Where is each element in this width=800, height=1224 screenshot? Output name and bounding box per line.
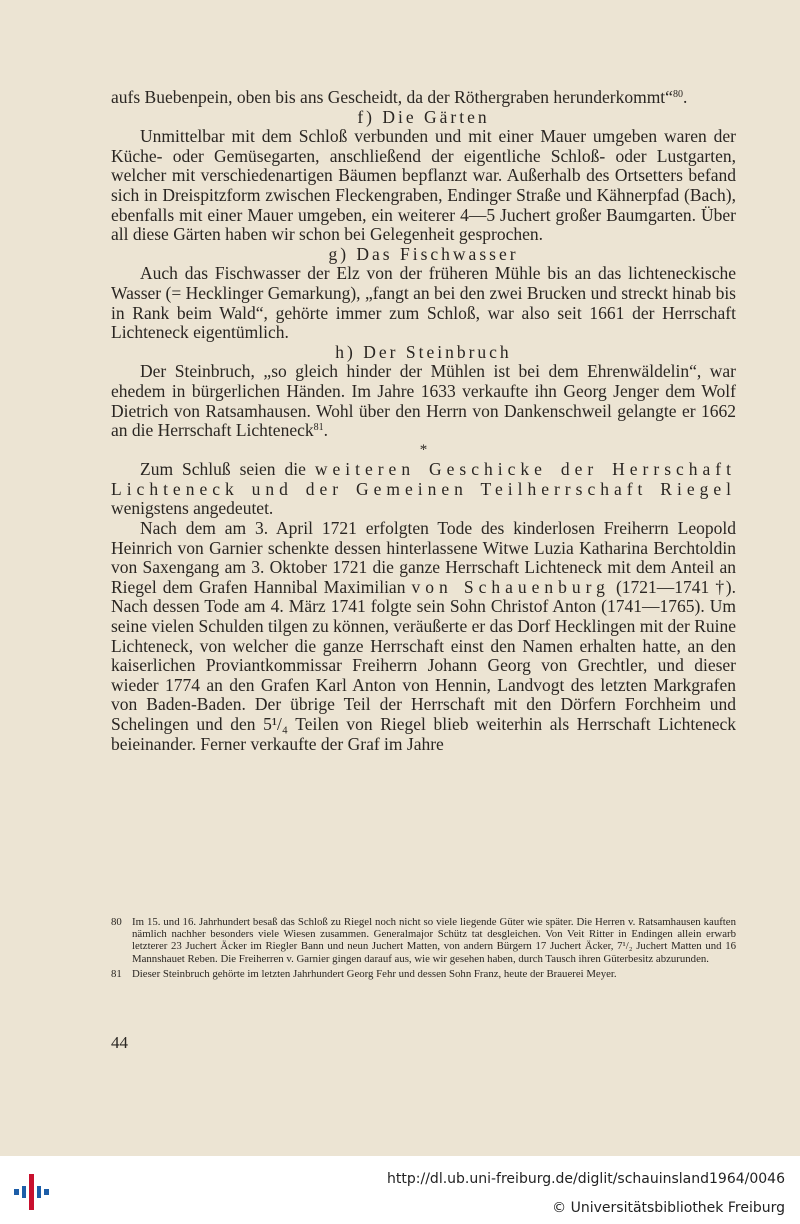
footnote-number: 80 (111, 916, 122, 928)
geschichte-text-a: Nach dem am 3. April 1721 erfolgten Tode des kinderlosen Freiherrn Leopold Heinrich von Garnier schenkte dessen hinterlassene Witwe Luzia Katharina Berchtoldin von Saxengang am 3. Oktober 1721 die ganze Herrschaft Lichteneck mit dem Anteil an Riegel dem Grafen Hannibal Maximilian (111, 518, 736, 597)
schluss-spaced-text: weiteren Geschicke der Herrschaft Lichteneck und der Gemeinen Teilherrschaft Riegel (111, 459, 736, 499)
steinbruch-end: . (323, 420, 328, 441)
permalink-url[interactable]: http://dl.ub.uni-freiburg.de/diglit/schauinsland1964/0046 (387, 1171, 785, 1187)
viewer-footer (0, 1156, 800, 1224)
paragraph-gaerten: Unmittelbar mit dem Schloß verbunden und mit einer Mauer umgeben waren der Küche- oder Gemüsegarten, anschließend der eigentliche Schloß- oder Lustgarten, welcher mit verschiedenartigen Bäumen bepflanzt war. Außerhalb des Ortsetters befand sich in Dreispitzform zwischen Fleckengraben, Endinger Straße und Kähnerpfad (Bach), ebenfalls mit einer Mauer umgeben, ein weiterer 4—5 Juchert großer Baumgarten. Über all diese Gärten haben wir schon bei Gelegenheit gesprochen. (111, 126, 736, 245)
section-heading-gaerten: f) Die Gärten (357, 106, 490, 127)
paragraph-schluss (111, 460, 736, 519)
geschichte-text-b: (1721—1741 †). Nach dessen Tode am 4. März 1741 folgte sein Sohn Christof Anton (1741—1765). Um seine vielen Schulden tilgen zu können, veräußerte er das Dorf Hecklingen mit der Ruine Lichteneck, von welcher die ganze Herrschaft einst den Namen erhalten hatte, an den kaiserlichen Proviantkommissar Freiherrn Johann Georg von Grechtler, und dieser wieder 1774 an den Grafen Karl Anton von Hennin, Landvogt des letzten Markgrafen von Baden-Baden. Der übrige Teil der Herrschaft mit den Dörfern Forchheim und Schelingen und den 5¹/₄ Teilen von Riegel blieb weiterhin als Herrschaft Lichteneck beieinander. Ferner verkaufte der Graf im Jahre (111, 576, 737, 754)
schluss-text-b: wenigstens angedeutet. (111, 498, 274, 519)
intro-end: . (682, 87, 688, 107)
page-number: 44 (111, 1033, 128, 1052)
paragraph-fischwasser: Auch das Fischwasser der Elz von der früheren Mühle bis an das lichteneckische Wasser (= Hecklinger Gemarkung), „fangt an bei den zwei Brucken und streckt hinab bis in Rank beim Wald“, gehörte immer zum Schloß, war also seit 1661 der Herrschaft Lichteneck eigentümlich. (111, 263, 736, 343)
footnote-text: Dieser Steinbruch gehörte im letzten Jahrhundert Georg Fehr und dessen Sohn Franz, heute der Brauerei Meyer. (132, 967, 617, 980)
geschichte-spaced-name: von Schauenburg (411, 576, 610, 597)
intro-text: aufs Buebenpein, oben bis ans Gescheidt, da der Röthergraben herunderkommt“ (111, 87, 673, 107)
ub-freiburg-logo-icon (12, 1172, 52, 1212)
section-divider-asterisk: * (419, 441, 428, 458)
schluss-text-a: Zum Schluß seien die (140, 459, 315, 480)
copyright-notice: © Universitätsbibliothek Freiburg (552, 1200, 785, 1216)
intro-paragraph (111, 88, 736, 108)
paragraph-steinbruch (111, 362, 736, 440)
section-heading-steinbruch: h) Der Steinbruch (335, 341, 512, 362)
footnote-ref-80[interactable]: 80 (672, 89, 683, 100)
paragraph-geschichte (111, 519, 736, 754)
footnote-number: 81 (111, 967, 122, 980)
footnote-80 (111, 916, 736, 965)
section-heading-fischwasser: g) Das Fischwasser (328, 243, 519, 264)
footnote-81 (111, 968, 736, 980)
footnote-ref-81[interactable]: 81 (313, 422, 324, 434)
footnote-text: Im 15. und 16. Jahrhundert besaß das Schloß zu Riegel noch nicht so viele liegende Güter wie später. Die Herren v. Ratsamhausen kauften nämlich nachher besonders viele Wiesen zusammen. Generalmajor Schütz tat desgleichen. Von Veit Ritter in Endingen allein erwarb letzterer 23 Juchert Äcker im Riegler Bann und neun Juchert Matten, von andern Bürgern 17 Juchert Äcker, 7¹/₂ Juchert Matten und 16 Mannshauet Reben. Die Freiherren v. Garnier gingen darauf aus, wie wir gesehen haben, durch Tausch ihren Güterbesitz abzurunden. (132, 916, 736, 965)
body-text (111, 88, 736, 754)
steinbruch-text: Der Steinbruch, „so gleich hinder der Mühlen ist bei dem Ehrenwäldelin“, war ehedem in bürgerlichen Händen. Im Jahre 1633 verkaufte ihn Georg Jenger dem Wolf Dietrich von Ratsamhausen. Wohl über den Herrn von Dankenschweil gelangte er 1662 an die Herrschaft Lichteneck (111, 361, 736, 441)
footnotes (111, 916, 736, 983)
